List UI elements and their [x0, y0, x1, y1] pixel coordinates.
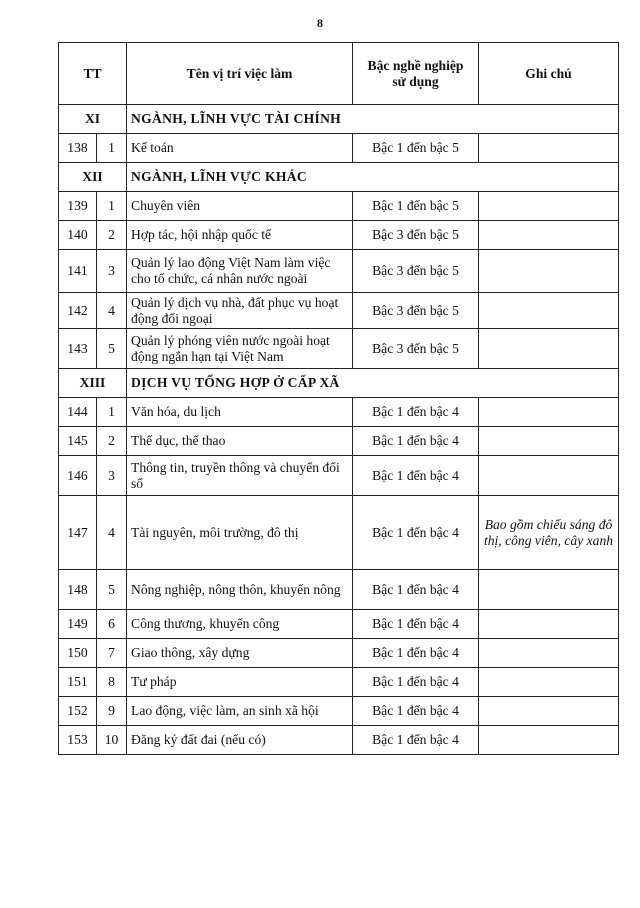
- header-row: [59, 43, 619, 105]
- row-index: 3: [97, 456, 127, 496]
- position-name: Hợp tác, hội nhập quốc tế: [127, 221, 353, 250]
- position-name: Giao thông, xây dựng: [127, 639, 353, 668]
- section-number: XI: [59, 105, 127, 134]
- section-number: XIII: [59, 369, 127, 398]
- row-note: [479, 250, 619, 293]
- table-row: [59, 134, 619, 163]
- row-number: 140: [59, 221, 97, 250]
- section-row: [59, 105, 619, 134]
- row-note: [479, 570, 619, 610]
- level-range: Bậc 3 đến bậc 5: [353, 221, 479, 250]
- row-number: 147: [59, 496, 97, 570]
- table-row: [59, 726, 619, 755]
- row-note: [479, 610, 619, 639]
- table-row: [59, 570, 619, 610]
- row-number: 152: [59, 697, 97, 726]
- table-row: [59, 192, 619, 221]
- level-range: Bậc 1 đến bậc 4: [353, 496, 479, 570]
- level-range: Bậc 3 đến bậc 5: [353, 250, 479, 293]
- row-number: 145: [59, 427, 97, 456]
- table-body: [59, 105, 619, 755]
- position-name: Thể dục, thể thao: [127, 427, 353, 456]
- level-range: Bậc 1 đến bậc 4: [353, 427, 479, 456]
- level-range: Bậc 1 đến bậc 4: [353, 697, 479, 726]
- position-name: Tài nguyên, môi trường, đô thị: [127, 496, 353, 570]
- header-tt: TT: [59, 43, 127, 105]
- row-number: 148: [59, 570, 97, 610]
- row-index: 3: [97, 250, 127, 293]
- row-note: [479, 639, 619, 668]
- row-note: [479, 221, 619, 250]
- row-index: 10: [97, 726, 127, 755]
- row-note: [479, 697, 619, 726]
- row-index: 4: [97, 293, 127, 329]
- row-note: [479, 192, 619, 221]
- row-note: [479, 398, 619, 427]
- section-number: XII: [59, 163, 127, 192]
- row-number: 139: [59, 192, 97, 221]
- level-range: Bậc 1 đến bậc 5: [353, 192, 479, 221]
- position-name: Quản lý lao động Việt Nam làm việc cho tổ chức, cá nhân nước ngoài: [127, 250, 353, 293]
- row-note: [479, 726, 619, 755]
- table-row: [59, 329, 619, 369]
- position-name: Chuyên viên: [127, 192, 353, 221]
- row-number: 150: [59, 639, 97, 668]
- table-row: [59, 668, 619, 697]
- level-range: Bậc 1 đến bậc 4: [353, 668, 479, 697]
- row-index: 1: [97, 398, 127, 427]
- row-number: 151: [59, 668, 97, 697]
- row-index: 7: [97, 639, 127, 668]
- row-number: 138: [59, 134, 97, 163]
- row-note: [479, 293, 619, 329]
- row-number: 149: [59, 610, 97, 639]
- row-number: 141: [59, 250, 97, 293]
- level-range: Bậc 1 đến bậc 4: [353, 398, 479, 427]
- table-row: [59, 456, 619, 496]
- level-range: Bậc 1 đến bậc 4: [353, 456, 479, 496]
- level-range: Bậc 1 đến bậc 4: [353, 570, 479, 610]
- position-name: Thông tin, truyền thông và chuyển đổi số: [127, 456, 353, 496]
- row-note: [479, 134, 619, 163]
- row-index: 6: [97, 610, 127, 639]
- row-index: 4: [97, 496, 127, 570]
- table-row: [59, 427, 619, 456]
- section-row: [59, 369, 619, 398]
- row-note: [479, 329, 619, 369]
- page-number: 8: [317, 16, 323, 30]
- job-position-table: [58, 42, 619, 755]
- row-index: 5: [97, 570, 127, 610]
- row-number: 143: [59, 329, 97, 369]
- row-note: [479, 427, 619, 456]
- row-number: 146: [59, 456, 97, 496]
- position-name: Kế toán: [127, 134, 353, 163]
- level-range: Bậc 1 đến bậc 5: [353, 134, 479, 163]
- position-name: Đăng ký đất đai (nếu có): [127, 726, 353, 755]
- section-title: DỊCH VỤ TỔNG HỢP Ở CẤP XÃ: [127, 369, 619, 398]
- table-row: [59, 398, 619, 427]
- row-index: 1: [97, 192, 127, 221]
- row-note: [479, 668, 619, 697]
- row-index: 9: [97, 697, 127, 726]
- table-row: [59, 610, 619, 639]
- header-level: Bậc nghề nghiệp sử dụng: [353, 43, 479, 105]
- row-index: 5: [97, 329, 127, 369]
- row-number: 144: [59, 398, 97, 427]
- position-name: Nông nghiệp, nông thôn, khuyến nông: [127, 570, 353, 610]
- position-name: Quản lý dịch vụ nhà, đất phục vụ hoạt động đối ngoại: [127, 293, 353, 329]
- row-index: 8: [97, 668, 127, 697]
- section-title: NGÀNH, LĨNH VỰC KHÁC: [127, 163, 619, 192]
- position-name: Công thương, khuyến công: [127, 610, 353, 639]
- row-index: 2: [97, 427, 127, 456]
- position-name: Tư pháp: [127, 668, 353, 697]
- level-range: Bậc 3 đến bậc 5: [353, 329, 479, 369]
- table-row: [59, 221, 619, 250]
- table-row: [59, 496, 619, 570]
- row-number: 142: [59, 293, 97, 329]
- row-note: [479, 456, 619, 496]
- position-name: Văn hóa, du lịch: [127, 398, 353, 427]
- row-index: 2: [97, 221, 127, 250]
- table-row: [59, 639, 619, 668]
- row-note: Bao gồm chiếu sáng đô thị, công viên, cây xanh: [479, 496, 619, 570]
- level-range: Bậc 1 đến bậc 4: [353, 610, 479, 639]
- level-range: Bậc 1 đến bậc 4: [353, 639, 479, 668]
- position-name: Quản lý phóng viên nước ngoài hoạt động ngắn hạn tại Việt Nam: [127, 329, 353, 369]
- section-row: [59, 163, 619, 192]
- table-row: [59, 697, 619, 726]
- table-row: [59, 250, 619, 293]
- header-note: Ghi chú: [479, 43, 619, 105]
- header-position: Tên vị trí việc làm: [127, 43, 353, 105]
- section-title: NGÀNH, LĨNH VỰC TÀI CHÍNH: [127, 105, 619, 134]
- row-index: 1: [97, 134, 127, 163]
- position-name: Lao động, việc làm, an sinh xã hội: [127, 697, 353, 726]
- level-range: Bậc 3 đến bậc 5: [353, 293, 479, 329]
- row-number: 153: [59, 726, 97, 755]
- level-range: Bậc 1 đến bậc 4: [353, 726, 479, 755]
- table-row: [59, 293, 619, 329]
